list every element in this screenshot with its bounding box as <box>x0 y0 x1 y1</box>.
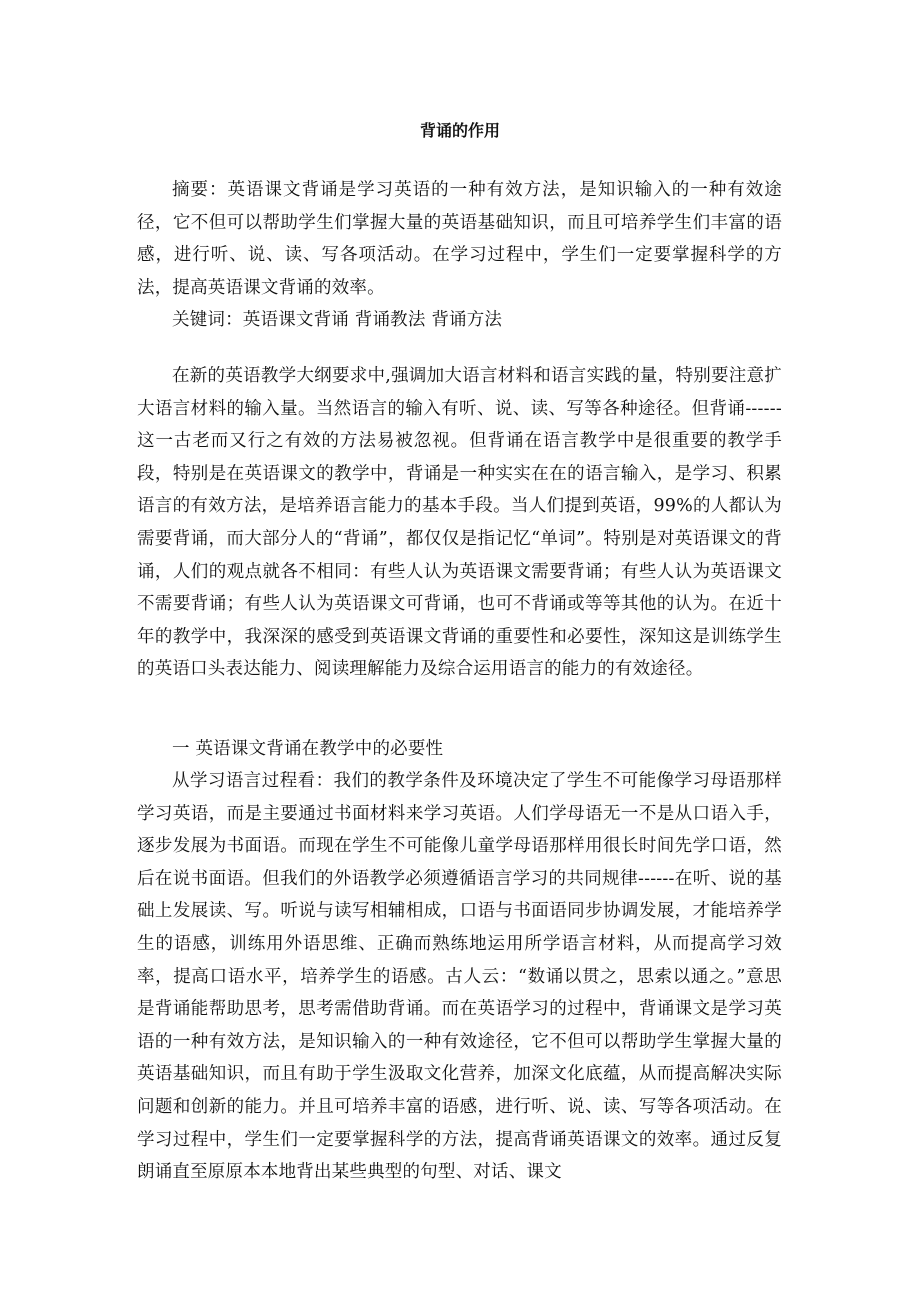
intro-paragraph: 在新的英语教学大纲要求中,强调加大语言材料和语言实践的量，特别要注意扩大语言材料的输入量。当然语言的输入有听、说、读、写等各种途径。但背诵------这一古老而又行之有效的方法易被忽视。但背诵在语言教学中是很重要的教学手段，特别是在英语课文的教学中，背诵是一种实实在在的语言输入，是学习、积累语言的有效方法，是培养语言能力的基本手段。当人们提到英语，99%的人都认为需要背诵，而大部分人的“背诵”，都仅仅是指记忆“单词”。特别是对英语课文的背诵，人们的观点就各不相同：有些人认为英语课文需要背诵；有些人认为英语课文不需要背诵；有些人认为英语课文可背诵，也可不背诵或等等其他的认为。在近十年的教学中，我深深的感受到英语课文背诵的重要性和必要性，深知这是训练学生的英语口头表达能力、阅读理解能力及综合运用语言的能力的有效途径。 <box>137 366 782 680</box>
abstract-paragraph: 摘要：英语课文背诵是学习英语的一种有效方法，是知识输入的一种有效途径，它不但可以帮助学生们掌握大量的英语基础知识，而且可培养学生们丰富的语感，进行听、说、读、写各项活动。在学习过程中，学生们一定要掌握科学的方法，提高英语课文背诵的效率。 <box>137 180 782 298</box>
section-heading: 一 英语课文背诵在教学中的必要性 <box>172 739 444 759</box>
keywords-line: 关键词：英语课文背诵 背诵教法 背诵方法 <box>172 310 503 330</box>
document-title: 背诵的作用 <box>419 121 500 140</box>
section-body-paragraph: 从学习语言过程看：我们的教学条件及环境决定了学生不可能像学习母语那样学习英语，而是主要通过书面材料来学习英语。人们学母语无一不是从口语入手，逐步发展为书面语。而现在学生不可能像儿童学母语那样用很长时间先学口语，然后在说书面语。但我们的外语教学必须遵循语言学习的共同规律------在听、说的基础上发展读、写。听说与读写相辅相成，口语与书面语同步协调发展，才能培养学生的语感，训练用外语思维、正确而熟练地运用所学语言材料，从而提高学习效率，提高口语水平，培养学生的语感。古人云：“数诵以贯之，思索以通之。”意思是背诵能帮助思考，思考需借助背诵。而在英语学习的过程中，背诵课文是学习英语的一种有效方法，是知识输入的一种有效途径，它不但可以帮助学生掌握大量的英语基础知识，而且有助于学生汲取文化营养，加深文化底蕴，从而提高解决实际问题和创新的能力。并且可培养丰富的语感，进行听、说、读、写等各项活动。在学习过程中，学生们一定要掌握科学的方法，提高背诵英语课文的效率。通过反复朗诵直至原原本本地背出某些典型的句型、对话、课文 <box>137 771 782 1183</box>
